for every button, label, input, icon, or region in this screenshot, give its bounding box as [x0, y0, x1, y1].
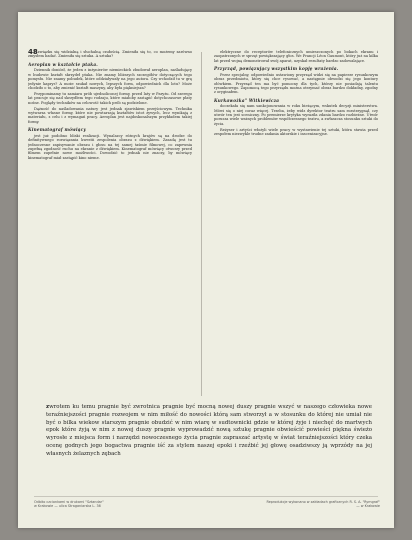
section-heading-aeroplan: Aeroplan w kształcie ptaka.	[28, 61, 98, 67]
manifesto-paragraph	[46, 404, 372, 459]
reproduction-credit	[240, 500, 380, 508]
page-number: 48	[28, 48, 38, 56]
left-column	[28, 50, 192, 398]
magazine-page	[18, 12, 394, 528]
kurkawozka-paragraph-2: Reżyser i artyści włożyli wiele pracy w wystawienie tej sztuki, która stawia przed zespołem niezwykle trudne zadania aktorskie i inscenizacyjne.	[214, 127, 378, 137]
aeroplan-paragraph-1: Dziennik doniósł, że jeden z inżynierów niemieckich zbudował aeroplan, naśladujący w budowie kształt skrzydeł ptaka. Nie znamy bliższych szczegółów dotyczących tego pomysłu. Nie znamy pobudek, które oddziaływały na jego autora. Czy wchodził tu w grę jedynie kaprys? A może szukał nowych, lepszych form, odpowiednich dla lotu? Może chodziło o to, aby zmienić kształt maszyny, aby była piękniejsza?	[28, 68, 192, 90]
aeroplan-paragraph-3: Dążność do naśladowania natury jest jednak zjawiskiem przejściowym. Technika wytwarza własne formy, które nie powtarzają kształtów istot żywych, lecz wynikają z materiału, z celu i z wymagań pracy. Aeroplan jest najdoskonalszym przykładem takiej formy.	[28, 106, 192, 124]
right-intro: elektryczne do receptorów telefonicznych umieszczonych po bokach ekranu i zaopatrzonych w sprzęt powiększający głos. We Francji Léon Gaumont, który już na kilka lat przed wojną demonstrował swój aparat, uzyskał rezultaty bardzo zadowalające.	[214, 50, 378, 63]
section-heading-kurkawozka: Kurkawożka" Witkiewicza	[214, 97, 280, 103]
kurkawozka-paragraph-1: doczekała się nam sankcjonowania w roku bieżącym, wskutek decyzji ministerstwa. Mówi się o niej coraz więcej. Trzeba, żeby widz dyrektor teatru sam rozstrzygnął, czy utwór ten jest sceniczny. Po premierze krytyka wyraziła zdania bardzo rozbieżne. Utwór porusza wiele ważnych problemów współczesnego teatru, a zwłaszcza stosunku sztuki do życia.	[214, 104, 378, 126]
column-divider	[201, 52, 202, 396]
left-intro: z związku się widzialną i słuchalną czułością. Zmieniła się to, co możemy zarówno zmysłem badać. Zmieniła się sztuka. A sztuka?	[28, 50, 192, 59]
footer-rule	[34, 496, 378, 497]
reproduction-credit-line-1: Reprodukcje wykonano w zakładach graficznych R. S. A. "Rymgraf"	[266, 500, 380, 504]
aeroplan-paragraph-2: Przypominamy tu zamiaru prób ujednoliconej formy, przed laty w Paryżu. Od szeregu lat pracuje się nad skrzydłem tego rodzaju, które miałoby zastąpić dotychczasowe płaty nośne. Poglądy techników na celowość takich prób są podzielone.	[28, 91, 192, 105]
kinematograf-paragraph-1: jest już podobno bliski realizacji. Wynalazcy różnych krajów są na drodze do definitywnego rozwiązania kwestii zespolenia obrazu z dźwiękiem. Zasadą jest tu jednoczesne zapisywanie obrazu i głosu na tej samej taśmie filmowej, co zapewnia zupełną zgodność ruchu na ekranie z dźwiękiem. Kinematograf mówiący otworzy przed filmem zupełnie nowe możliwości. Dowodzić to jednak nie znaczy, by mówiący kinematograf miał zastąpić kino nieme.	[28, 133, 192, 160]
printer-credit-line-2: w Krakowie — ulica Straganiarska L. 36	[34, 504, 101, 509]
printer-credit	[34, 500, 174, 508]
printer-credit-line-1: Odbito czcionkami w drukarni "Sztandar"	[34, 500, 104, 504]
manifesto-initial: z	[46, 404, 50, 410]
section-heading-przyrzad: Przyrząd, powiązujący wszystkim kopję wrażenia.	[214, 66, 339, 72]
przyrzad-paragraph-1: Przez specjalny, odpowiednio ustawiony przyrząd widzi się na papierze rysunkowym obraz przedmiotu, który się chce rysować, a następnie obwodzi się jego kontury ołówkiem. Przyrząd ten ma być pomocny dla tych, którzy nie posiadają talentu rysunkowego. Zapomocą tego przyrządu można otrzymać obraz bardzo dokładny, zgodny z oryginałem.	[214, 72, 378, 95]
reproduction-credit-line-2: — w Krakowie	[356, 504, 380, 509]
section-heading-kinematograf: Kinematograf mówiący	[28, 127, 87, 133]
manifesto-text: wrotem ku temu pragnie być zwrotnica pragnie być mocną nowej duszy pragnie wszyć w naszego człowieka nowe teraźniejszości pragnie rozwojem w nim miłość do nowości którą sam stworzył a w stosunku do której nie umiał nie być o bilka wiekow starszym pragnie obudzić w nim wiarę w sudtownicki gdzie w której żyje i niechęć do martwych epok które żyją w nim z nowej duszy pragnie wyprowadzić nową sztukę pragnie obwieścić powieści piękna świeżo wyrosłe z miejsca form i narzędzi nowoczesnego życia pragnie zapraszać artystę w świat teraźniejszości który czeka ocenę godnych jego bogactwa pragnie iść za stylem naszej epoki i rzeźbić jej głowę osadziwszy ją wprzódy na jej własnych żelaznych zębach	[46, 404, 372, 457]
right-column	[214, 50, 378, 398]
